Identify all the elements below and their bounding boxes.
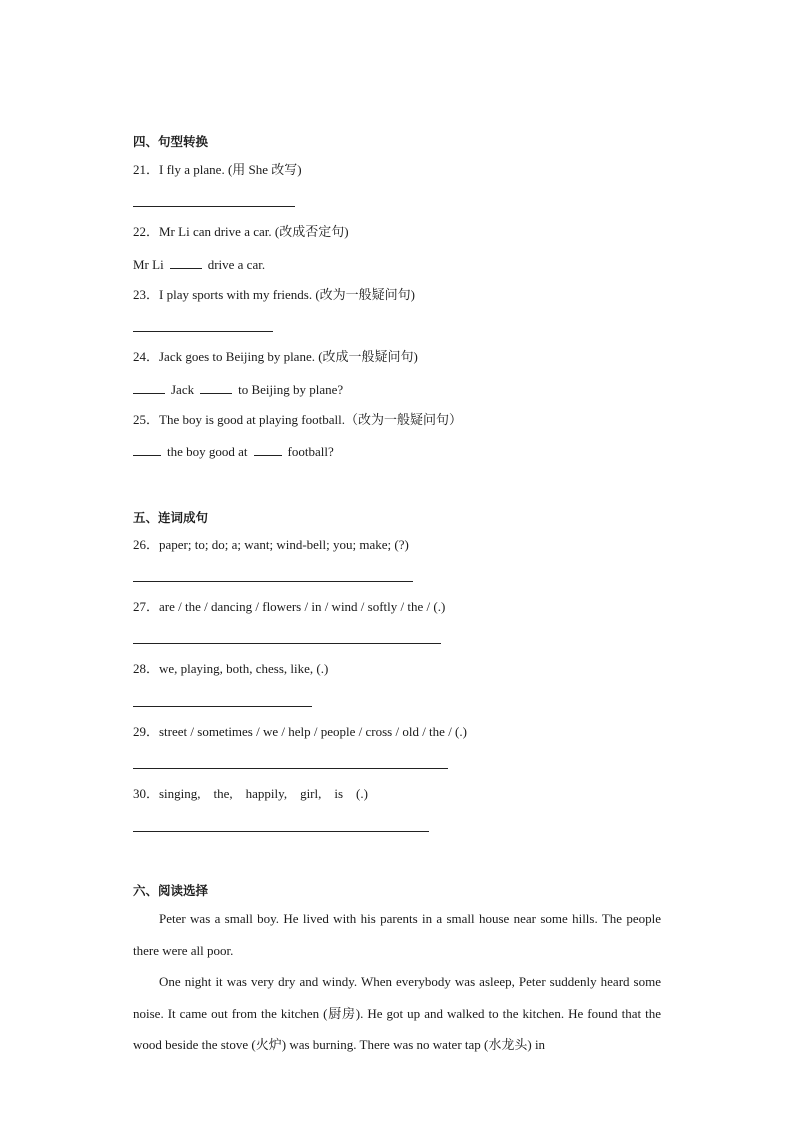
section-5-heading: 五、连词成句	[133, 510, 209, 525]
question-27: 27．are / the / dancing / flowers / in / wind / softly / the / (.)	[133, 599, 446, 614]
question-22: 22．Mr Li can drive a car. (改成否定句)	[133, 224, 349, 239]
question-23: 23．I play sports with my friends. (改为一般疑问句)	[133, 287, 416, 302]
blank-22[interactable]	[170, 256, 202, 269]
answer-line-21[interactable]	[133, 206, 295, 207]
answer-25-mid: the boy good at	[167, 444, 248, 459]
question-29: 29．street / sometimes / we / help / people / cross / old / the / (.)	[133, 724, 467, 739]
answer-22-start: Mr Li	[133, 257, 164, 272]
blank-25-a[interactable]	[133, 443, 161, 456]
blank-24-b[interactable]	[200, 381, 232, 394]
answer-line-30[interactable]	[133, 831, 429, 832]
reading-passage	[133, 903, 661, 1061]
section-6-heading: 六、阅读选择	[133, 883, 209, 898]
question-30: 30．singing, the, happily, girl, is (.)	[133, 786, 368, 801]
question-24: 24．Jack goes to Beijing by plane. (改成一般疑问句)	[133, 349, 418, 364]
answer-line-29[interactable]	[133, 768, 448, 769]
question-26: 26．paper; to; do; a; want; wind-bell; you; make; (?)	[133, 537, 409, 552]
answer-25-end: football?	[287, 444, 334, 459]
blank-25-b[interactable]	[254, 443, 282, 456]
answer-25	[133, 443, 334, 460]
blank-24-a[interactable]	[133, 381, 165, 394]
question-21: 21．I fly a plane. (用 She 改写)	[133, 162, 302, 177]
answer-line-28[interactable]	[133, 706, 312, 707]
section-4-heading: 四、句型转换	[133, 134, 209, 149]
answer-24-end: to Beijing by plane?	[238, 382, 344, 397]
question-28: 28．we, playing, both, chess, like, (.)	[133, 661, 329, 676]
question-25: 25．The boy is good at playing football.（改为一般疑问句）	[133, 412, 462, 427]
answer-line-27[interactable]	[133, 643, 441, 644]
passage-paragraph-1: Peter was a small boy. He lived with his parents in a small house near some hills. The people there were all poor.	[133, 911, 661, 958]
answer-line-26[interactable]	[133, 581, 413, 582]
answer-line-23[interactable]	[133, 331, 273, 332]
answer-24	[133, 381, 343, 398]
answer-22	[133, 256, 265, 273]
answer-24-mid: Jack	[171, 382, 195, 397]
answer-22-end: drive a car.	[207, 257, 266, 272]
passage-paragraph-2: One night it was very dry and windy. When everybody was asleep, Peter suddenly heard some noise. It came out from the kitchen (厨房). He got up and walked to the kitchen. He found that the wood beside the stove (火炉) was burning. There was no water tap (水龙头) in	[133, 974, 661, 1052]
